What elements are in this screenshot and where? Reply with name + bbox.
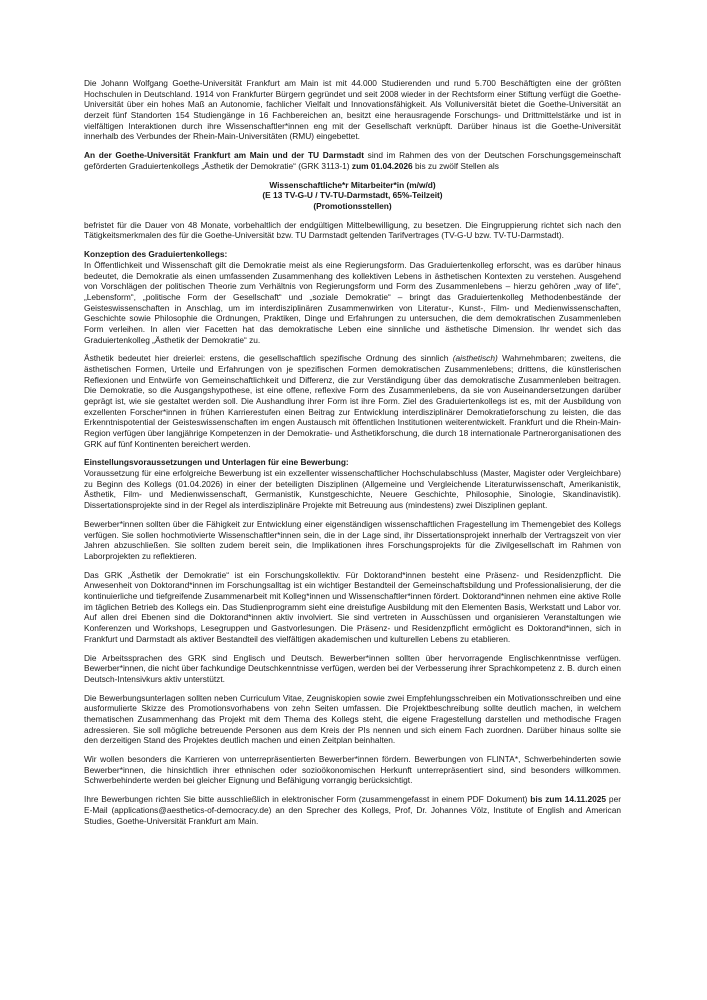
concept-paragraph-2: Ästhetik bedeutet hier dreierlei: erstens, die gesellschaftlich spezifische Ordnung des sinnlich (aisthetisch) Wahrnehmbaren; zweitens, die ästhetischen Formen, Urteile und Erfahrungen von je spezifischen Formen demokratischen Zusammenlebens; drittens, die künstlerischen Reflexionen und Entwürfe von Gemeinschaftlichkeit und Differenz, die zur Verständigung über das demokratische Zusammenleben beitragen. Die Demokratie, so die Ausgangshypothese, ist eine offene, reflexive Form des Zusammenlebens, da sie von Auseinandersetzungen darüber geprägt ist, wie sie gestaltet werden soll. Die Aushandlung ihrer Form ist ihre Form. Ziel des Graduiertenkollegs ist es, mit der Ausbildung von exzellenten Forscher*innen in frühen Karrierestufen einen Beitrag zur Entwicklung interdisziplinärer Demokratieforschung zu leisten, die das Erkenntnispotential der Geisteswissenschaften im engen Austausch mit öffentlichen Institutionen weiterentwickelt. Frankfurt und die Rhein-Main-Region verfügen über langjährige Kompetenzen in der Demokratie- und Ästhetikforschung, die durch 18 internationale Partnerorganisationen des GRK auf fünf Kontinenten bereichert werden. <box>84 353 621 449</box>
announcement-start-date: zum 01.04.2026 <box>351 160 413 171</box>
requirements-heading: Einstellungsvoraussetzungen und Unterlagen für eine Bewerbung: <box>84 457 349 468</box>
terms-paragraph: befristet für die Dauer von 48 Monate, vorbehaltlich der endgültigen Mittelbewilligung, zu besetzen. Die Eingruppierung richtet sich nach den Tätigkeitsmerkmalen des für die Goethe-Universität bzw. TU Darmstadt geltenden Tarifvertrages (TV-G-U bzw. TV-TU-Darmstadt). <box>84 219 621 241</box>
position-pay-grade: (E 13 TV-G-U / TV-TU-Darmstadt, 65%-Teilzeit) <box>262 190 443 201</box>
requirements-paragraph-2: Bewerber*innen sollten über die Fähigkeit zur Entwicklung einer eigenständigen wissenschaftlichen Fragestellung im Themengebiet des Kollegs verfügen. Sie sollen hochmotivierte Wissenschaftler*innen sein, die in der Lage sind, ihr Dissertationsprojekt innerhalb der Vertragszeit von vier Jahren abzuschließen. Sie sollten zudem bereit sein, die Implikationen ihres Forschungsprojekts für die Zivilgesellschaft im Rahmen von Laborprojekten zu reflektieren. <box>84 518 621 561</box>
concept-heading: Konzeption des Graduiertenkollegs: <box>84 249 228 260</box>
application-paragraph: Ihre Bewerbungen richten Sie bitte ausschließlich in elektronischer Form (zusammengefasst in einem PDF Dokument) bis zum 14.11.2025 per E-Mail (applications@aesthetics-of-democracy.de) an den Sprecher des Kollegs, Prof, Dr. Johannes Völz, Institute of English and American Studies, Goethe-Universität Frankfurt am Main. <box>84 794 621 826</box>
aisthetisch-term: (aisthetisch) <box>452 353 498 364</box>
concept-paragraph-1: In Öffentlichkeit und Wissenschaft gilt die Demokratie meist als eine Regierungsform. Das Graduiertenkolleg erforscht, was es darüber hinaus bedeutet, die Demokratie als einen umfassenden Zusammenhang des kollektiven Lebens in ästhetischen Kontexten zu verstehen. Ausgehend von Vorschlägen der politischen Theorie zum Verhältnis von Regierungsform und Form des Zusammenlebens – hierzu gehören „way of life“, „Lebensform“, „politische Form der Gesellschaft“ und „soziale Demokratie“ – bringt das Graduiertenkolleg Methodenbestände der Geisteswissenschaften in Anschlag, um im interdisziplinären Zusammenwirken von Literatur-, Kunst-, Film- und Medienwissenschaften, Geschichte sowie Philosophie die Ordnungen, Praktiken, Dinge und Erfahrungen zu untersuchen, die dem demokratischen Zusammenleben Form verleihen. In allen vier Facetten hat das demokratische Leben eine sinnliche und ästhetische Dimension. Ihr wendet sich das Graduiertenkolleg „Ästhetik der Demokratie“ zu. <box>84 259 621 345</box>
requirements-paragraph-3: Das GRK „Ästhetik der Demokratie“ ist ein Forschungskollektiv. Für Doktorand*innen besteht eine Präsenz- und Residenzpflicht. Die Anwesenheit von Doktorand*innen im Forschungsalltag ist ein wichtiger Bestandteil der Gemeinschaftsbildung und Professionalisierung, der die kontinuierliche und tiefgreifende Zusammenarbeit mit Kolleg*innen und Wissenschaftler*innen fördert. Doktorand*innen nehmen eine aktive Rolle im täglichen Betrieb des Kollegs ein. Das Studienprogramm sieht eine dreistufige Ausbildung mit den Elementen Basis, Werkstatt und Labor vor. Auf allen drei Ebenen sind die Doktorand*innen aktiv involviert. Sie sind vertreten in Ausschüssen und organisieren Veranstaltungen wie Konferenzen und Workshops, Lesegruppen und Gastvorlesungen. Die Präsenz- und Residenzpflicht ermöglicht es Doktorand*innen, sich in Frankfurt und Darmstadt als aktiver Bestandteil des vielfältigen akademischen und kulturellen Lebens zu etablieren. <box>84 569 621 644</box>
requirements-paragraph-5: Die Bewerbungsunterlagen sollten neben Curriculum Vitae, Zeugniskopien sowie zwei Empfehlungsschreiben ein Motivationsschreiben und eine ausformulierte Skizze des Promotionsvorhabens von zehn Seiten umfassen. Die Projektbeschreibung sollte deutlich machen, in welchem thematischen Zusammenhang das Projekt mit dem Thema des Kollegs steht, die eigene Fragestellung darstellen und methodische Fragen adressieren. Sie soll mögliche betreuende Personen aus dem Kreis der PIs nennen und sich einem Fach zuordnen. Darüber hinaus sollte sie den derzeitigen Stand des Projektes deutlich machen und einen Zeitplan beinhalten. <box>84 692 621 746</box>
requirements-paragraph-4: Die Arbeitssprachen des GRK sind Englisch und Deutsch. Bewerber*innen sollten über hervorragende Englischkenntnisse verfügen. Bewerber*innen, die nicht über fachkundige Deutschkenntnisse verfügen, werden bei der Verbesserung ihrer Sprachkompetenz z. B. durch einen Deutsch-Intensivkurs aktiv unterstützt. <box>84 652 621 684</box>
intro-paragraph: Die Johann Wolfgang Goethe-Universität Frankfurt am Main ist mit 44.000 Studierenden und rund 5.700 Beschäftigten eine der größten Hochschulen in Deutschland. 1914 von Frankfurter Bürgern gegründet und seit 2008 wieder in der Rechtsform einer Stiftung verfügt die Goethe-Universität über ein hohes Maß an Autonomie, fachlicher Vielfalt und Innovationsfähigkeit. Als Volluniversität bietet die Goethe-Universität an derzeit fünf Standorten 154 Studiengänge in 16 Fachbereichen an, besitzt eine herausragende Forschungs- und Drittmittelstärke und ist in vielfältigen Interaktionen durch ihre Wissenschaftler*innen eng mit der Gesellschaft verknüpft. Darüber hinaus ist die Goethe-Universität innerhalb des Verbundes der Rhein-Main-Universitäten (RMU) eingebettet. <box>84 78 621 142</box>
announcement-positions: bis zu zwölf Stellen als <box>412 160 499 171</box>
position-type: (Promotionsstellen) <box>313 200 392 211</box>
requirements-paragraph-1: Voraussetzung für eine erfolgreiche Bewerbung ist ein exzellenter wissenschaftlicher Hochschulabschluss (Master, Magister oder Vergleichbare) zu Beginn des Kollegs (01.04.2026) in einer der beteiligten Disziplinen (Allgemeine und Vergleichende Literaturwissenschaft, Amerikanistik, Ästhetik, Film- und Medienwissenschaft, Germanistik, Kunstgeschichte, Neuere Geschichte, Philosophie, Sinologie, Skandinavistik). Dissertationsprojekte sind in der Regel als interdisziplinäre Projekte mit Betreuung aus (mindestens) zwei Disziplinen geplant. <box>84 468 621 511</box>
position-title: Wissenschaftliche*r Mitarbeiter*in (m/w/d) <box>269 179 436 190</box>
application-deadline: bis zum 14.11.2025 <box>530 794 607 805</box>
requirements-paragraph-6: Wir wollen besonders die Karrieren von unterrepräsentierten Bewerber*innen fördern. Bewerbungen von FLINTA*, Schwerbehinderten sowie Bewerber*innen, die hinsichtlich ihrer ethnischen oder sozioökonomischen Herkunft unterrepräsentiert sind, sind besonders willkommen. Schwerbehinderte werden bei gleicher Eignung und Befähigung vorrangig berücksichtigt. <box>84 754 621 786</box>
announcement-paragraph <box>84 150 621 171</box>
announcement-text: sind im Rahmen des von der Deutschen Forschungsgemeinschaft geförderten Graduiertenkollegs „Ästhetik der Demokratie“ (GRK 3113-1) <box>84 150 621 171</box>
position-title-block <box>84 180 621 212</box>
announcement-institutions: An der Goethe-Universität Frankfurt am Main und der TU Darmstadt <box>84 150 365 161</box>
